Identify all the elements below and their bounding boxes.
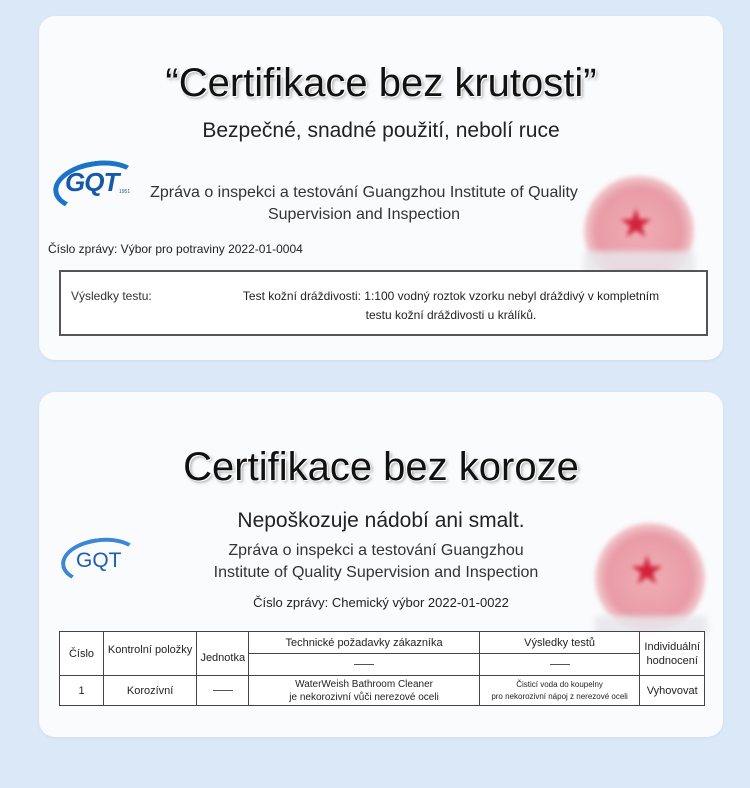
header-control-items: Kontrolní položky (104, 632, 197, 676)
result-label: Výsledky testu: (71, 289, 152, 303)
row-unit (197, 676, 249, 706)
header-number: Číslo (60, 632, 104, 676)
result-line1: Čisticí voda do koupelny (516, 679, 603, 689)
header-results: Výsledky testů (479, 632, 640, 654)
test-result-box (59, 270, 708, 336)
header-evaluation: Individuální hodnocení (640, 632, 705, 676)
logo-text: GQT (76, 549, 122, 572)
header-unit: Jednotka (197, 632, 249, 676)
logo-text: GQT (65, 167, 119, 197)
header-requirements: Technické požadavky zákazníka (249, 632, 479, 654)
report-title: Zpráva o inspekci a testování Guangzhou Institute of Quality Supervision and Inspection (150, 184, 578, 223)
non-corrosive-card (39, 392, 723, 737)
card-title: “Certifikace bez krutosti” (165, 61, 597, 105)
card-subtitle: Nepoškozuje nádobí ani smalt. (237, 509, 525, 532)
star-icon: ★ (618, 202, 654, 246)
result-value: Test kožní dráždivosti: 1:100 vodný roztok vzorku nebyl dráždivý v kompletním testu kožní dráždivosti u králíků. (242, 289, 660, 322)
gqt-logo (53, 161, 135, 203)
card-title: Certifikace bez koroze (183, 445, 579, 489)
row-control-item: Korozívní (104, 676, 197, 706)
dash-mark (354, 664, 374, 665)
row-requirement (249, 676, 479, 706)
dash-mark (550, 664, 570, 665)
requirements-subcell (249, 654, 479, 676)
requirement-line2: je nekorozivní vůči nerezové oceli (289, 691, 439, 703)
report-title-line1: Zpráva o inspekci a testování Guangzhou (228, 542, 524, 559)
report-number: Číslo zprávy: Výbor pro potraviny 2022-01-0004 (48, 242, 303, 256)
logo-small-text: 1951 (119, 189, 131, 195)
row-evaluation: Vyhovovat (640, 676, 705, 706)
table-row (60, 676, 705, 706)
row-number: 1 (60, 676, 104, 706)
card-subtitle: Bezpečné, snadné použití, nebolí ruce (202, 119, 560, 142)
cruelty-free-card (39, 16, 723, 360)
requirement-line1: WaterWeish Bathroom Cleaner (295, 678, 433, 690)
gqt-logo (61, 538, 137, 578)
dash-mark (213, 690, 233, 691)
result-line2: pro nekorozivní nápoj z nerezové oceli (491, 691, 628, 701)
results-subcell (479, 654, 640, 676)
report-title (189, 540, 563, 584)
row-result (479, 676, 640, 706)
test-results-table (59, 631, 705, 706)
report-number: Číslo zprávy: Chemický výbor 2022-01-0022 (253, 595, 509, 610)
report-title-line2: Institute of Quality Supervision and Inspection (213, 564, 539, 581)
star-icon: ★ (629, 549, 665, 593)
